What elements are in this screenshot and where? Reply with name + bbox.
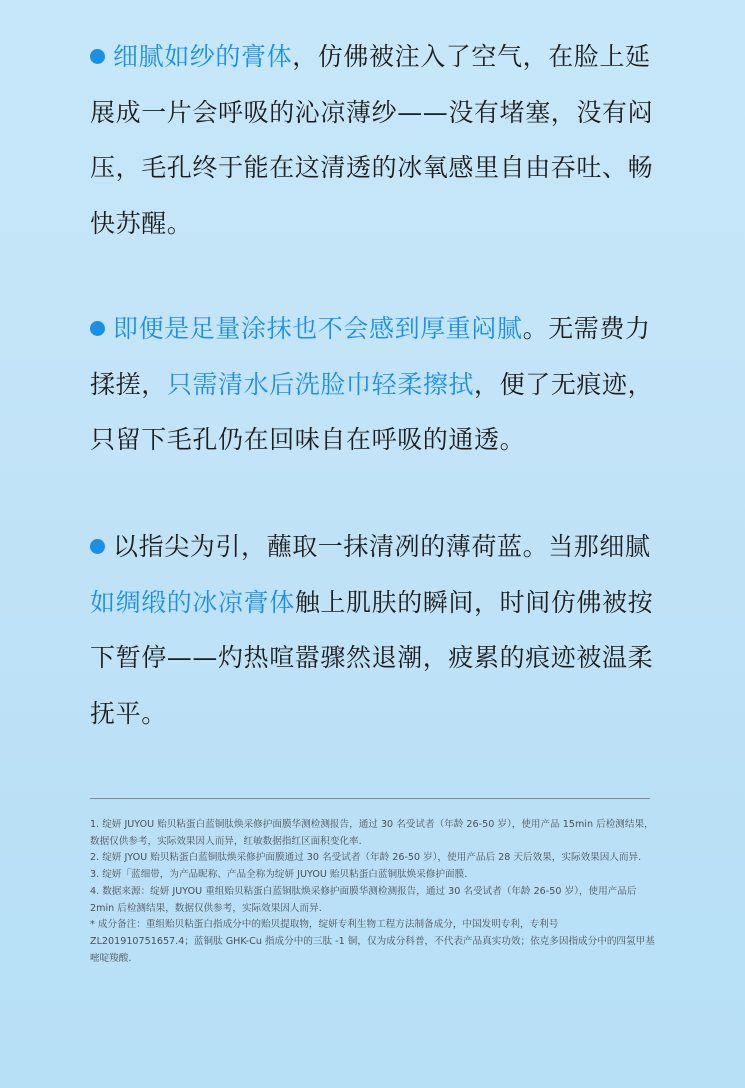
footnotes: [90, 817, 655, 967]
body-text: 以指尖为引，蘸取一抹清冽的薄荷蓝。当那细腻: [113, 532, 651, 561]
footnote-3: 3. 绽妍「蓝细带，为产品昵称、产品全称为绽妍 JUYOU 贻贝粘蛋白蓝铜肽焕采修护面膜.: [90, 869, 468, 881]
paragraph-3: [90, 519, 670, 741]
bullet-dot-icon: [90, 321, 105, 336]
highlight-text: 细腻如纱的膏体: [113, 42, 293, 71]
paragraph-1: [90, 29, 670, 251]
highlight-text: 如绸缎的冰凉膏体: [90, 587, 295, 617]
footnote-1: 1. 绽妍 JUYOU 贻贝粘蛋白蓝铜肽焕采修护面膜华测检测报告，通过 30 名受试者（年龄 26-50 岁），使用产品 15min 后检测结果，数据仅供参考，实际效果因人而异，红敏数据指红区面积变化率.: [90, 819, 654, 847]
body-text: 。无需费力揉搓，: [90, 314, 651, 399]
footnote-4: 4. 数据来源：绽妍 JUYOU 重组贻贝粘蛋白蓝铜肽焕采修护面膜华测检测报告，通过 30 名受试者（年龄 26-50 岁），使用产品后 2min 后检测结果，数据仅供参考，实际效果因人而异.: [90, 885, 637, 914]
bullet-dot-icon: [90, 49, 105, 64]
divider: [90, 798, 650, 799]
body-text: ，仿佛被注入了空气，在脸上延展成一片会呼吸的沁凉薄纱——没有堵塞，没有闷压，毛孔终于能在这清透的冰氧感里自由吞吐、畅快苏醒。: [90, 42, 654, 238]
highlight-text: 即便是足量涂抹也不会感到厚重闷腻: [113, 314, 523, 343]
footnote-2: 2. 绽妍 JYOU 贻贝粘蛋白蓝铜肽焕采修护面膜通过 30 名受试者（年龄 26-50 岁），使用产品后 28 天后效果，实际效果因人而异.: [90, 852, 642, 864]
bullet-dot-icon: [90, 539, 105, 554]
body-text: 触上肌肤的瞬间，时间仿佛被按下暂停——灼热喧嚣骤然退潮，疲累的痕迹被温柔抚平。: [90, 587, 654, 728]
body-text: ，便了无痕迹，只留下毛孔仍在回味自在呼吸的通透。: [90, 369, 654, 454]
footnote-ingredients: * 成分备注：重组贻贝粘蛋白指成分中的贻贝提取物，绽妍专利生物工程方法制备成分，中国发明专利，专利号 ZL201910751657.4；蓝铜肽 GHK-Cu 指成分中的三肽 -1 铜，仅为成分科普，不代表产品真实功效；依克多因指成分中的四氢甲基嘧啶羧酸.: [90, 919, 655, 964]
highlight-text: 只需清水后洗脸巾轻柔擦拭: [166, 369, 475, 399]
paragraph-2: [90, 301, 670, 468]
